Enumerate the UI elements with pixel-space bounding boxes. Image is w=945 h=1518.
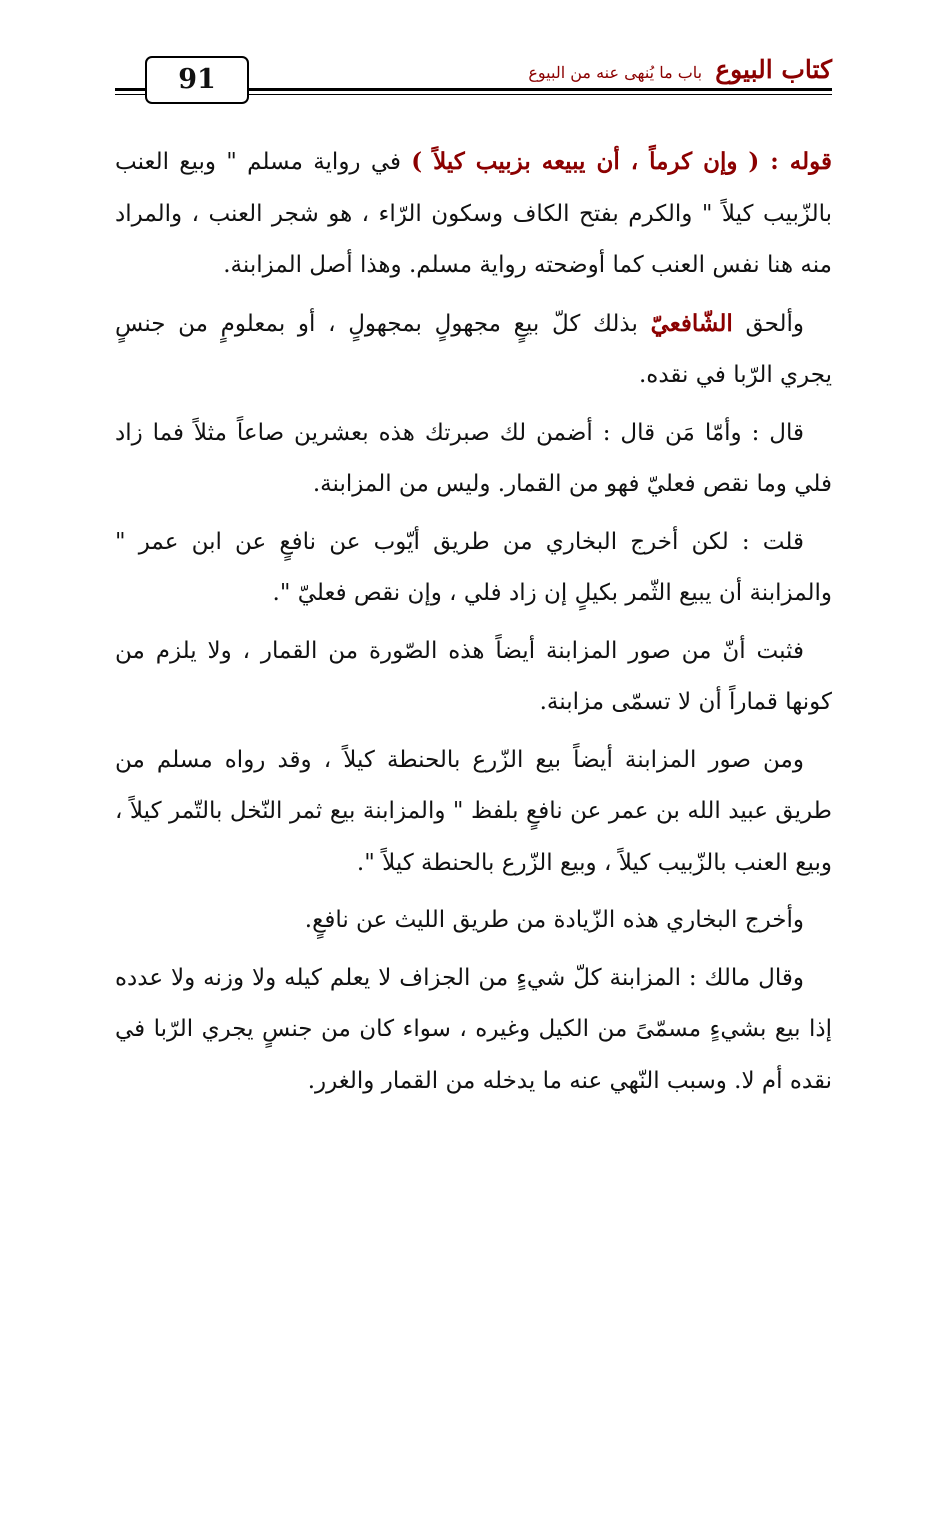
page-number: 91	[145, 56, 249, 104]
paragraph-text: وألحق	[732, 310, 804, 337]
paragraph	[115, 298, 832, 402]
paragraph: ومن صور المزابنة أيضاً بيع الزّرع بالحنطة كيلاً ، وقد رواه مسلم من طريق عبيد الله بن عمر عن نافعٍ بلفظ " والمزابنة بيع ثمر النّخل بالتّمر كيلاً ، وبيع العنب بالزّبيب كيلاً ، وبيع الزّرع بالحنطة كيلاً ".	[115, 746, 832, 876]
paragraph-text: بذلك كلّ بيعٍ مجهولٍ بمجهولٍ ، أو بمعلومٍ من جنسٍ يجري الرّبا في نقده.	[115, 310, 832, 388]
page-header	[115, 52, 832, 102]
scholar-name: الشّافعيّ	[650, 309, 733, 337]
paragraph	[115, 136, 832, 292]
paragraph: قلت : لكن أخرج البخاري من طريق أيّوب عن نافعٍ عن ابن عمر " والمزابنة أن يبيع الثّمر بكيلٍ إن زاد فلي ، وإن نقص فعليّ ".	[115, 528, 832, 606]
paragraph: وأخرج البخاري هذه الزّيادة من طريق الليث عن نافعٍ.	[304, 907, 804, 933]
book-title: كتاب البيوع	[715, 55, 832, 84]
paragraph: قال : وأمّا مَن قال : أضمن لك صبرتك هذه بعشرين صاعاً مثلاً فما زاد فلي وما نقص فعليّ فهو من القمار. وليس من المزابنة.	[115, 419, 832, 497]
paragraph-text: في رواية مسلم " وبيع العنب بالزّبيب كيلاً " والكرم بفتح الكاف وسكون الرّاء ، هو شجر العنب ، والمراد منه هنا نفس العنب كما أوضحته رواية مسلم. وهذا أصل المزابنة.	[115, 149, 832, 278]
paragraph: وقال مالك : المزابنة كلّ شيءٍ من الجزاف لا يعلم كيله ولا وزنه ولا عدده إذا بيع بشيءٍ مسمّىً من الكيل وغيره ، سواء كان من جنسٍ يجري الرّبا في نقده أم لا. وسبب النّهي عنه ما يدخله من القمار والغرر.	[115, 964, 832, 1094]
paragraph: فثبت أنّ من صور المزابنة أيضاً هذه الصّورة من القمار ، ولا يلزم من كونها قماراً أن لا تسمّى مزابنة.	[115, 637, 832, 715]
quoted-phrase: قوله : ( وإن كرماً ، أن يبيعه بزبيب كيلاً )	[411, 148, 832, 175]
header-title	[528, 52, 832, 91]
page-body	[115, 136, 832, 1113]
chapter-title: باب ما يُنهى عنه من البيوع	[528, 63, 703, 82]
